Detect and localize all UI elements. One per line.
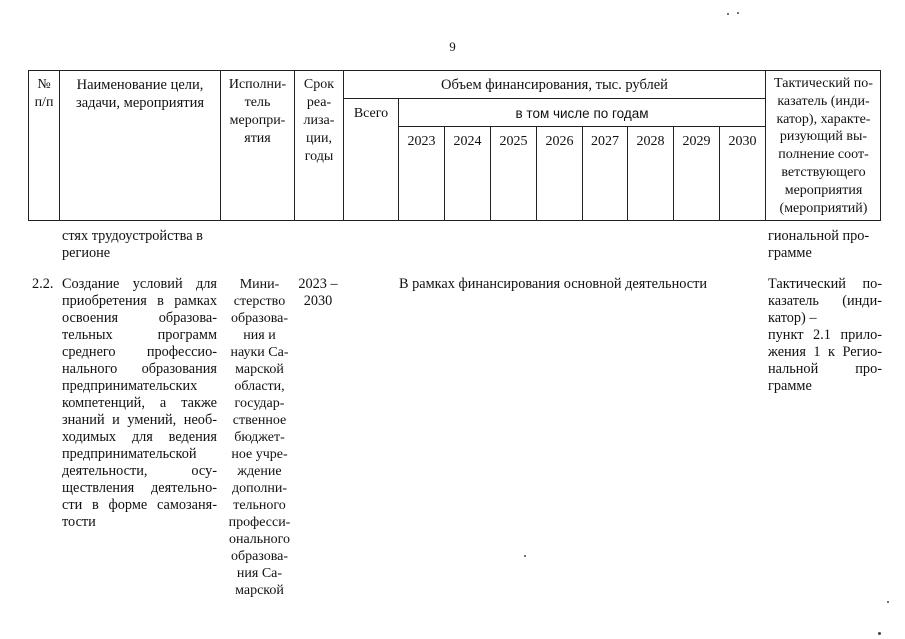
header-year-2025: 2025 (499, 134, 528, 149)
header-total: Всего (353, 106, 389, 121)
row-executor-text: Мини- стерство образова- ния и науки Са- марской области, государ- ственное бюджет- ное учре- ждение дополни- тельного професси- онального образова- ния Са- марской (228, 277, 291, 598)
header-executor: Исполни- тель меропри- ятия (228, 77, 287, 146)
scan-speck (524, 555, 526, 557)
page-number: 9 (449, 39, 456, 54)
row-name-text: Создание условий для приобретения в рамках освоения образова-тельных программ среднего профессио-нального образования предпринимательских компетенций, а также знаний и умений, необ-ходимых для ведения предпринимательской деятельности, осу-ществления деятельно-сти в форме самозаня-тости (62, 276, 217, 530)
scan-speck (878, 632, 881, 635)
scan-speck (737, 12, 739, 14)
header-year-2024: 2024 (453, 134, 482, 149)
header-name: Наименование цели, задачи, мероприятия (75, 77, 204, 111)
header-num: № п/п (34, 77, 54, 110)
row-term-text: 2023 – 2030 (298, 276, 338, 309)
header-funding: Объем финансирования, тыс. рублей (441, 77, 668, 93)
header-year-2023: 2023 (407, 134, 436, 149)
table-header (28, 70, 881, 221)
row-number: 2.2. (32, 276, 54, 292)
continued-name-text: стях трудоустройства в регионе (62, 228, 203, 261)
header-term: Срок реа- лиза- ции, годы (303, 77, 335, 164)
header-year-2026: 2026 (545, 134, 574, 149)
header-by-years: в том числе по годам (515, 106, 649, 121)
header-year-2030: 2030 (728, 134, 757, 149)
header-year-2028: 2028 (636, 134, 665, 149)
scan-speck (887, 601, 889, 603)
scan-speck (727, 13, 729, 15)
header-year-2029: 2029 (682, 134, 711, 149)
row-funding-text: В рамках финансирования основной деятельности (399, 276, 707, 292)
header-indicator: Тактический по- казатель (инди- катор), характе- ризующий вы- полнение соот- ветствующего мероприятия (мероприятий) (774, 76, 873, 216)
continued-indicator-text: гиональной про- грамме (768, 228, 870, 261)
row-indicator-text: Тактический по-казатель (инди-катор) – пункт 2.1 прило-жения 1 к Регио-нальной про-грамме (768, 276, 882, 394)
header-year-2027: 2027 (591, 134, 619, 149)
